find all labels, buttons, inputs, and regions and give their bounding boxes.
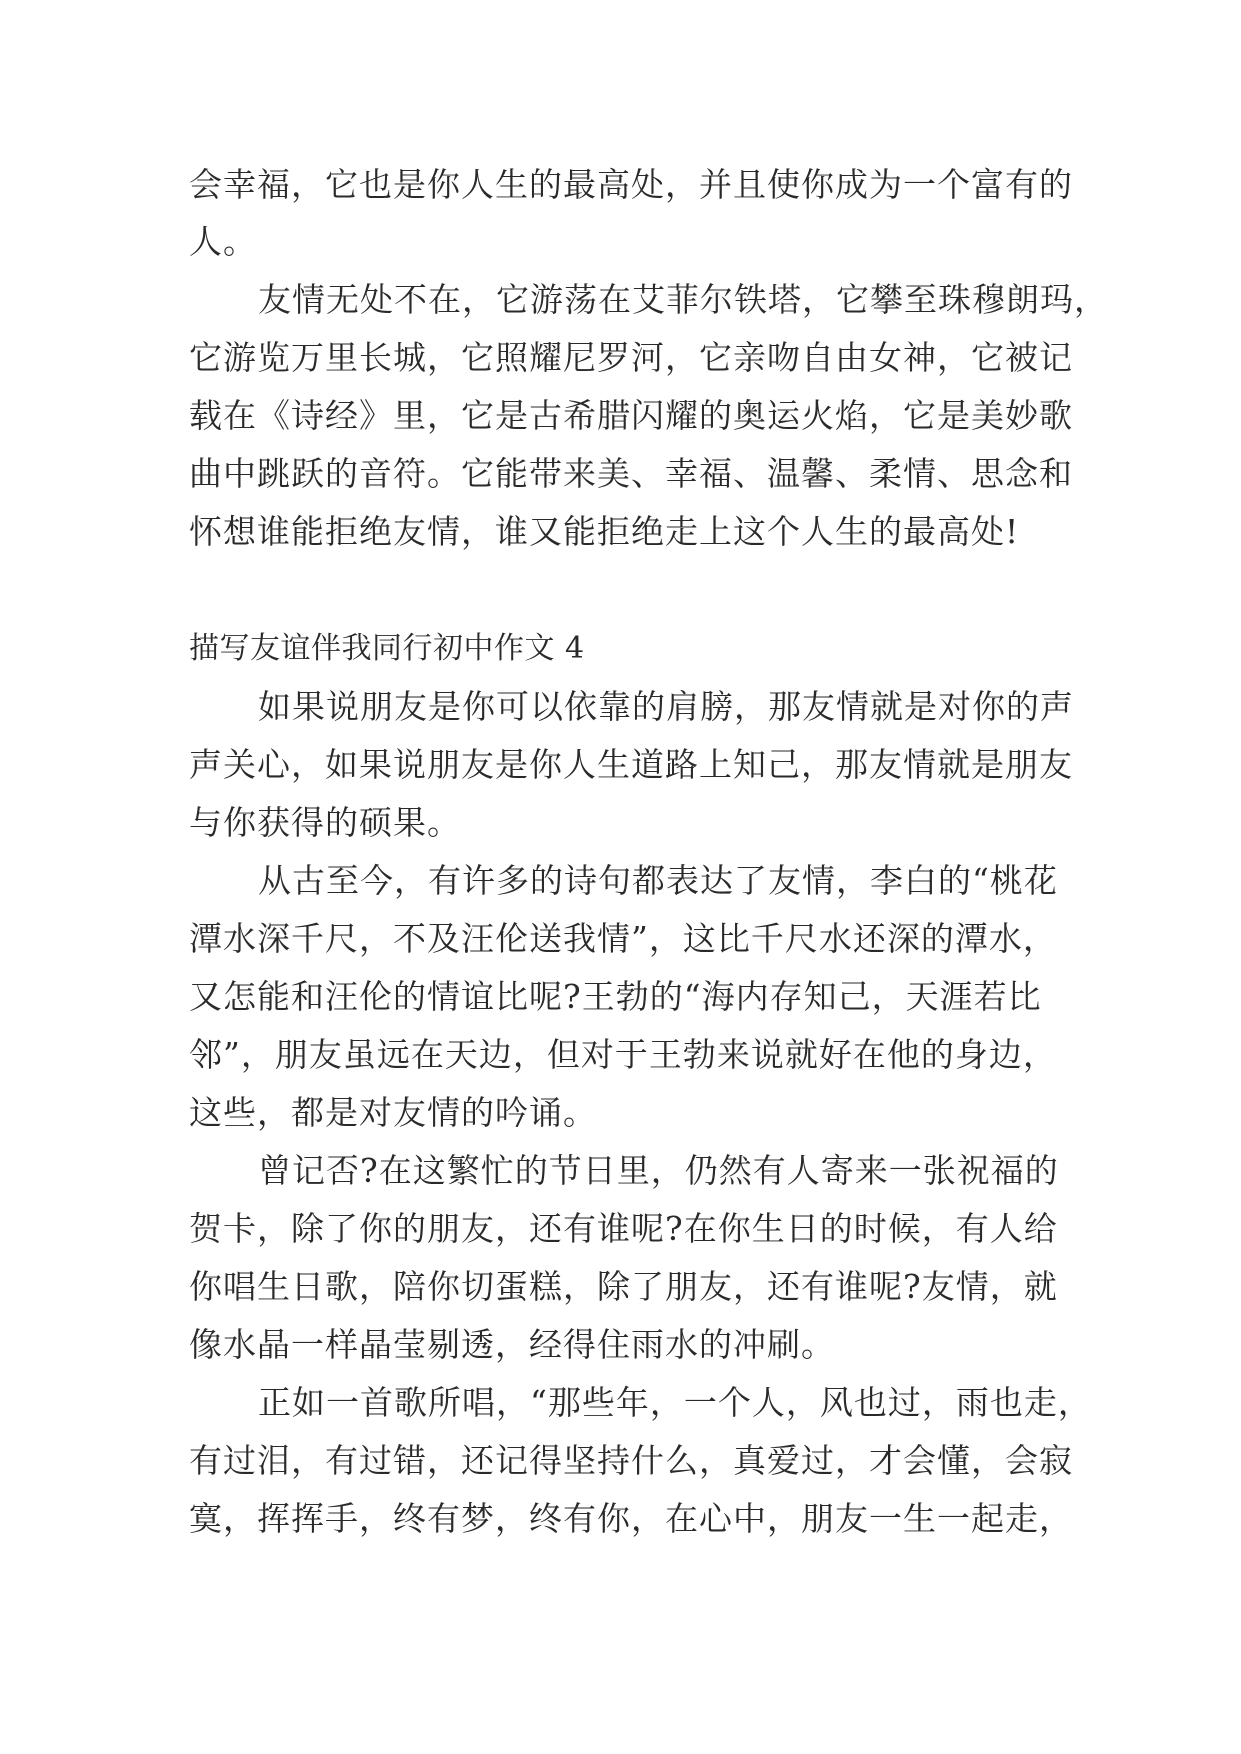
- text-line: 又怎能和汪伦的情谊比呢?王勃的“海内存知己，天涯若比: [189, 977, 1042, 1016]
- section-heading: 描写友谊伴我同行初中作文 4: [189, 631, 585, 666]
- text-line: 载在《诗经》里，它是古希腊闪耀的奥运火焰，它是美妙歌: [189, 396, 1073, 435]
- text-line: 正如一首歌所唱，“那些年，一个人，风也过，雨也走，: [258, 1383, 1092, 1422]
- text-line: 与你获得的硕果。: [189, 803, 461, 842]
- text-line: 会幸福，它也是你人生的最高处，并且使你成为一个富有的: [189, 165, 1073, 204]
- text-line: 人。: [189, 222, 257, 261]
- text-line: 贺卡，除了你的朋友，还有谁呢?在你生日的时候，有人给: [189, 1209, 1058, 1248]
- text-line: 怀想谁能拒绝友情，谁又能拒绝走上这个人生的最高处!: [189, 512, 1020, 551]
- text-line: 从古至今，有许多的诗句都表达了友情，李白的“桃花: [258, 861, 1058, 900]
- text-line: 像水晶一样晶莹剔透，经得住雨水的冲刷。: [189, 1325, 835, 1364]
- text-line: 声关心，如果说朋友是你人生道路上知己，那友情就是朋友: [189, 745, 1073, 784]
- text-line: 邻”，朋友虽远在天边，但对于王勃来说就好在他的身边，: [189, 1035, 1057, 1074]
- text-line: 它游览万里长城，它照耀尼罗河，它亲吻自由女神，它被记: [189, 338, 1073, 377]
- text-line: 如果说朋友是你可以依靠的肩膀，那友情就是对你的声: [258, 687, 1074, 726]
- text-line: 曲中跳跃的音符。它能带来美、幸福、温馨、柔情、思念和: [189, 454, 1073, 493]
- text-line: 这些，都是对友情的吟诵。: [189, 1093, 597, 1132]
- text-line: 友情无处不在，它游荡在艾菲尔铁塔，它攀至珠穆朗玛，: [258, 280, 1108, 319]
- text-line: 潭水深千尺，不及汪伦送我情”，这比千尺水还深的潭水，: [189, 919, 1057, 958]
- text-line: 你唱生日歌，陪你切蛋糕，除了朋友，还有谁呢?友情，就: [189, 1267, 1058, 1306]
- text-line: 曾记否?在这繁忙的节日里，仍然有人寄来一张祝福的: [258, 1151, 1059, 1190]
- text-line: 有过泪，有过错，还记得坚持什么，真爱过，才会懂，会寂: [189, 1441, 1073, 1480]
- text-line: 寞，挥挥手，终有梦，终有你，在心中，朋友一生一起走，: [189, 1499, 1073, 1538]
